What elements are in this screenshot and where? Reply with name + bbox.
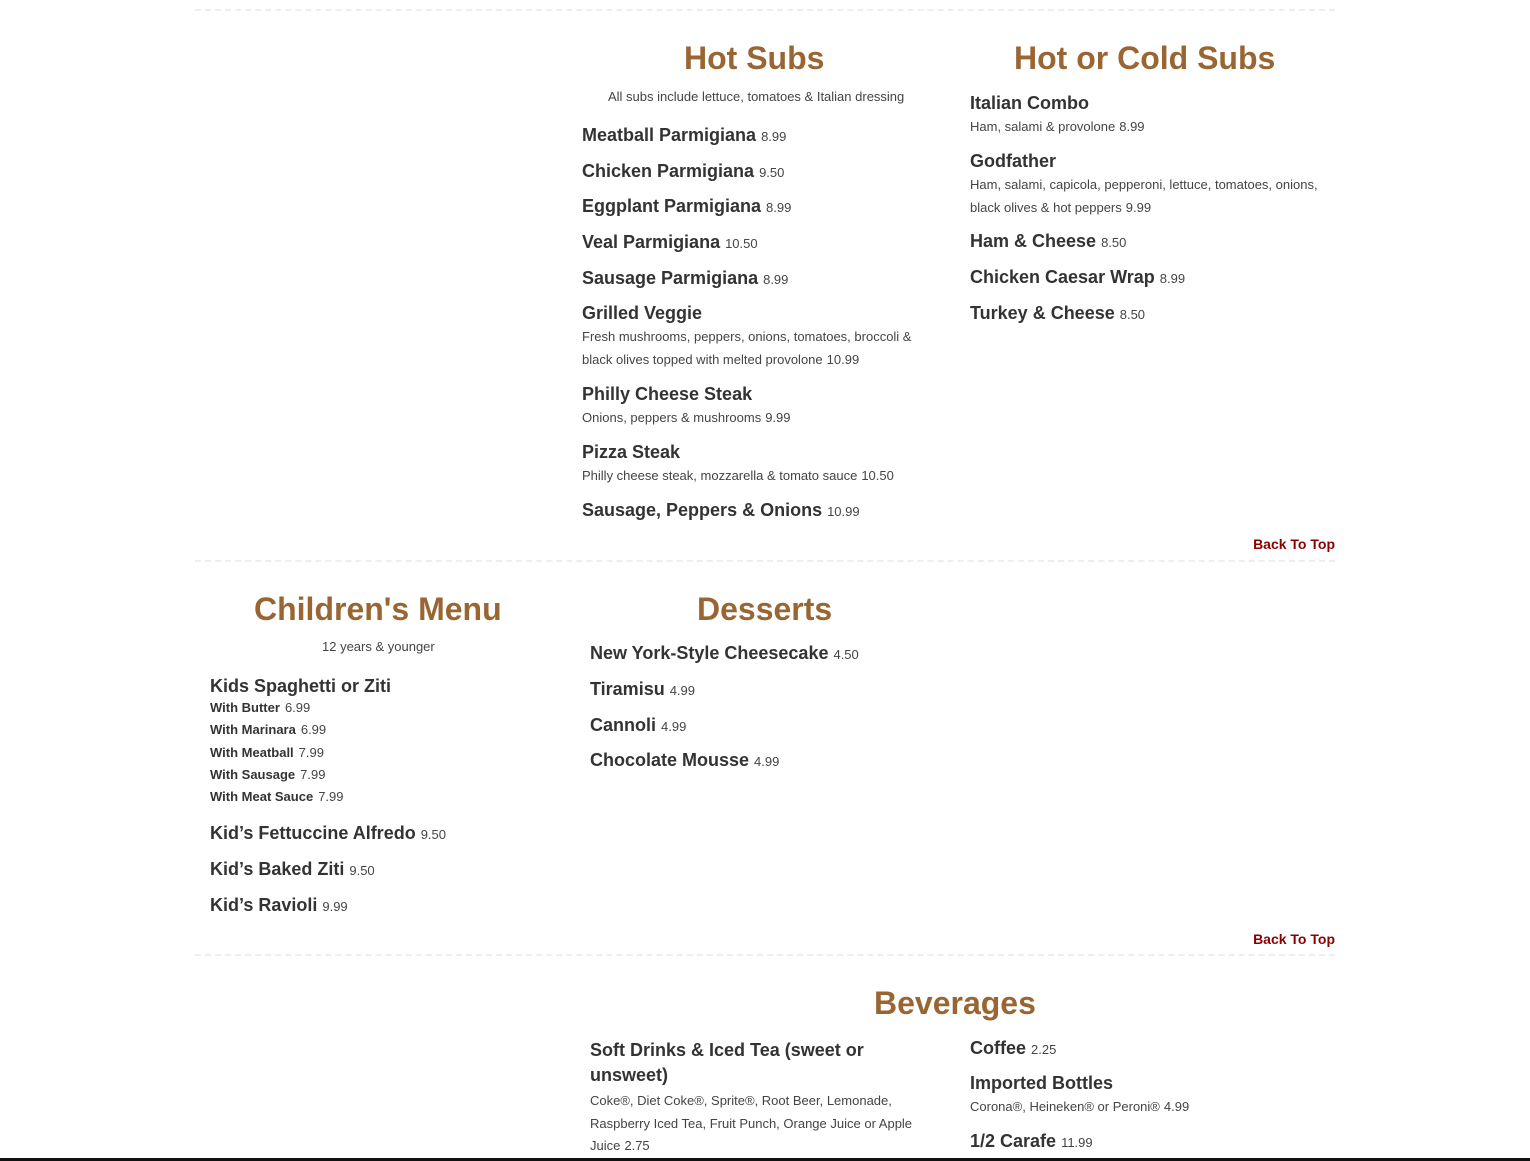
section-divider bbox=[195, 560, 1335, 562]
item-name: Chicken Caesar Wrap bbox=[970, 267, 1155, 287]
section-title-desserts: Desserts bbox=[697, 591, 833, 627]
item-price: 4.99 bbox=[669, 683, 696, 698]
section-title-hot-or-cold-subs: Hot or Cold Subs bbox=[1014, 40, 1276, 76]
item-price: 9.99 bbox=[322, 899, 348, 914]
item-description bbox=[970, 174, 1320, 219]
back-to-top-link[interactable]: Back To Top bbox=[1253, 536, 1335, 552]
menu-item bbox=[590, 679, 695, 700]
item-name: Godfather bbox=[970, 151, 1057, 171]
item-name: Turkey & Cheese bbox=[970, 303, 1115, 323]
item-name: 1/2 Carafe bbox=[970, 1131, 1057, 1151]
item-price: 8.99 bbox=[763, 272, 789, 287]
item-name: Ham & Cheese bbox=[970, 231, 1097, 251]
item-price: 11.99 bbox=[1061, 1135, 1093, 1150]
section-title-childrens-menu: Children's Menu bbox=[254, 591, 502, 627]
hot-subs-subtitle: All subs include lettuce, tomatoes & Italian dressing bbox=[608, 89, 905, 104]
menu-item bbox=[970, 231, 1126, 252]
section-title-hot-subs: Hot Subs bbox=[684, 40, 825, 76]
menu-item bbox=[590, 750, 779, 771]
item-name: Sausage Parmigiana bbox=[582, 268, 759, 288]
item-desc-text: Fresh mushrooms, peppers, onions, tomatoes, broccoli & black olives topped with melted provolone bbox=[582, 329, 912, 367]
menu-item bbox=[582, 125, 786, 146]
item-price: 9.99 bbox=[765, 410, 791, 425]
option-price: 7.99 bbox=[300, 766, 326, 782]
option-price: 6.99 bbox=[300, 722, 327, 738]
item-price: 8.50 bbox=[1119, 307, 1146, 322]
item-name: Grilled Veggie bbox=[582, 303, 703, 323]
item-desc-text: Philly cheese steak, mozzarella & tomato sauce bbox=[582, 468, 858, 483]
item-description bbox=[582, 465, 894, 488]
item-name: Pizza Steak bbox=[582, 442, 681, 462]
option-row bbox=[210, 697, 391, 719]
menu-item bbox=[582, 161, 784, 182]
menu-item bbox=[582, 303, 917, 371]
item-name: Soft Drinks & Iced Tea (sweet or unsweet) bbox=[590, 1040, 864, 1085]
item-desc-text: Coke®, Diet Coke®, Sprite®, Root Beer, Lemonade, Raspberry Iced Tea, Fruit Punch, Orange Juice or Apple Juice bbox=[590, 1093, 913, 1153]
item-price: 9.99 bbox=[1125, 199, 1152, 215]
option-price: 7.99 bbox=[298, 744, 324, 760]
item-price: 10.50 bbox=[861, 468, 894, 483]
menu-item bbox=[970, 303, 1145, 324]
item-desc-text: Onions, peppers & mushrooms bbox=[582, 410, 762, 425]
item-name: Imported Bottles bbox=[970, 1073, 1114, 1093]
item-desc-text: Ham, salami & provolone bbox=[970, 119, 1116, 134]
menu-item bbox=[970, 151, 1320, 219]
option-price: 7.99 bbox=[318, 789, 344, 805]
item-description bbox=[590, 1090, 920, 1158]
option-price: 6.99 bbox=[284, 700, 311, 715]
option-row bbox=[210, 719, 391, 741]
item-price: 4.99 bbox=[1163, 1099, 1190, 1114]
item-name: Chocolate Mousse bbox=[590, 750, 750, 770]
option-row bbox=[210, 742, 391, 764]
item-price: 8.99 bbox=[1159, 271, 1186, 286]
item-price: 8.50 bbox=[1101, 235, 1127, 250]
item-price: 10.99 bbox=[827, 504, 860, 519]
menu-item bbox=[582, 500, 860, 521]
item-name: Coffee bbox=[970, 1038, 1027, 1058]
menu-item bbox=[590, 715, 686, 736]
section-divider bbox=[195, 9, 1335, 11]
menu-item bbox=[582, 196, 791, 217]
menu-item bbox=[590, 643, 859, 664]
item-name: New York-Style Cheesecake bbox=[590, 643, 829, 663]
menu-item bbox=[970, 1131, 1093, 1152]
menu-item-kids-spaghetti bbox=[210, 676, 391, 808]
item-price: 2.25 bbox=[1031, 1042, 1057, 1057]
menu-item bbox=[582, 232, 758, 253]
item-name: Philly Cheese Steak bbox=[582, 384, 753, 404]
item-price: 4.50 bbox=[833, 647, 859, 662]
menu-item bbox=[582, 442, 894, 488]
item-name: Kid’s Baked Ziti bbox=[210, 859, 345, 879]
item-price: 9.50 bbox=[420, 827, 447, 842]
item-name: Meatball Parmigiana bbox=[582, 125, 757, 145]
menu-item bbox=[970, 93, 1320, 139]
menu-item bbox=[970, 267, 1185, 288]
item-price: 9.50 bbox=[349, 863, 375, 878]
item-name: Cannoli bbox=[590, 715, 656, 735]
item-name: Chicken Parmigiana bbox=[582, 161, 755, 181]
option-row bbox=[210, 786, 391, 808]
item-name: Sausage, Peppers & Onions bbox=[582, 500, 823, 520]
menu-item bbox=[582, 384, 791, 430]
item-price: 8.99 bbox=[766, 200, 792, 215]
menu-item bbox=[590, 1038, 920, 1158]
item-name: Kid’s Ravioli bbox=[210, 895, 318, 915]
option-row bbox=[210, 764, 391, 786]
item-price: 4.99 bbox=[754, 754, 780, 769]
item-price: 10.50 bbox=[725, 236, 758, 251]
option-label: With Sausage bbox=[210, 766, 296, 782]
item-desc-text: Ham, salami, capicola, pepperoni, lettuce, tomatoes, onions, black olives & hot peppers bbox=[970, 177, 1318, 215]
section-title-beverages: Beverages bbox=[874, 985, 1036, 1021]
item-price: 8.99 bbox=[1119, 119, 1145, 134]
item-price: 9.50 bbox=[759, 165, 785, 180]
option-label: With Meat Sauce bbox=[210, 789, 314, 805]
item-price: 10.99 bbox=[826, 351, 860, 367]
item-description bbox=[582, 326, 917, 371]
menu-item bbox=[582, 268, 788, 289]
item-name: Veal Parmigiana bbox=[582, 232, 721, 252]
item-name: Kids Spaghetti or Ziti bbox=[210, 676, 392, 696]
option-label: With Meatball bbox=[210, 744, 294, 760]
item-desc-text: Corona®, Heineken® or Peroni® bbox=[970, 1099, 1160, 1114]
section-divider bbox=[195, 954, 1335, 956]
option-label: With Butter bbox=[210, 700, 280, 715]
item-name: Eggplant Parmigiana bbox=[582, 196, 762, 216]
option-label: With Marinara bbox=[210, 722, 296, 738]
menu-item bbox=[210, 823, 446, 844]
menu-item bbox=[210, 859, 375, 880]
item-name: Italian Combo bbox=[970, 93, 1090, 113]
item-price: 8.99 bbox=[761, 129, 787, 144]
menu-item bbox=[210, 895, 348, 916]
back-to-top-link[interactable]: Back To Top bbox=[1253, 931, 1335, 947]
item-name: Tiramisu bbox=[590, 679, 665, 699]
item-description bbox=[970, 1096, 1189, 1119]
item-description bbox=[970, 116, 1320, 139]
item-price: 2.75 bbox=[624, 1138, 650, 1153]
item-price: 4.99 bbox=[661, 719, 687, 734]
item-description bbox=[582, 407, 791, 430]
childrens-menu-subtitle: 12 years & younger bbox=[322, 639, 435, 654]
menu-item bbox=[970, 1073, 1189, 1119]
menu-item bbox=[970, 1038, 1056, 1059]
item-name: Kid’s Fettuccine Alfredo bbox=[210, 823, 416, 843]
